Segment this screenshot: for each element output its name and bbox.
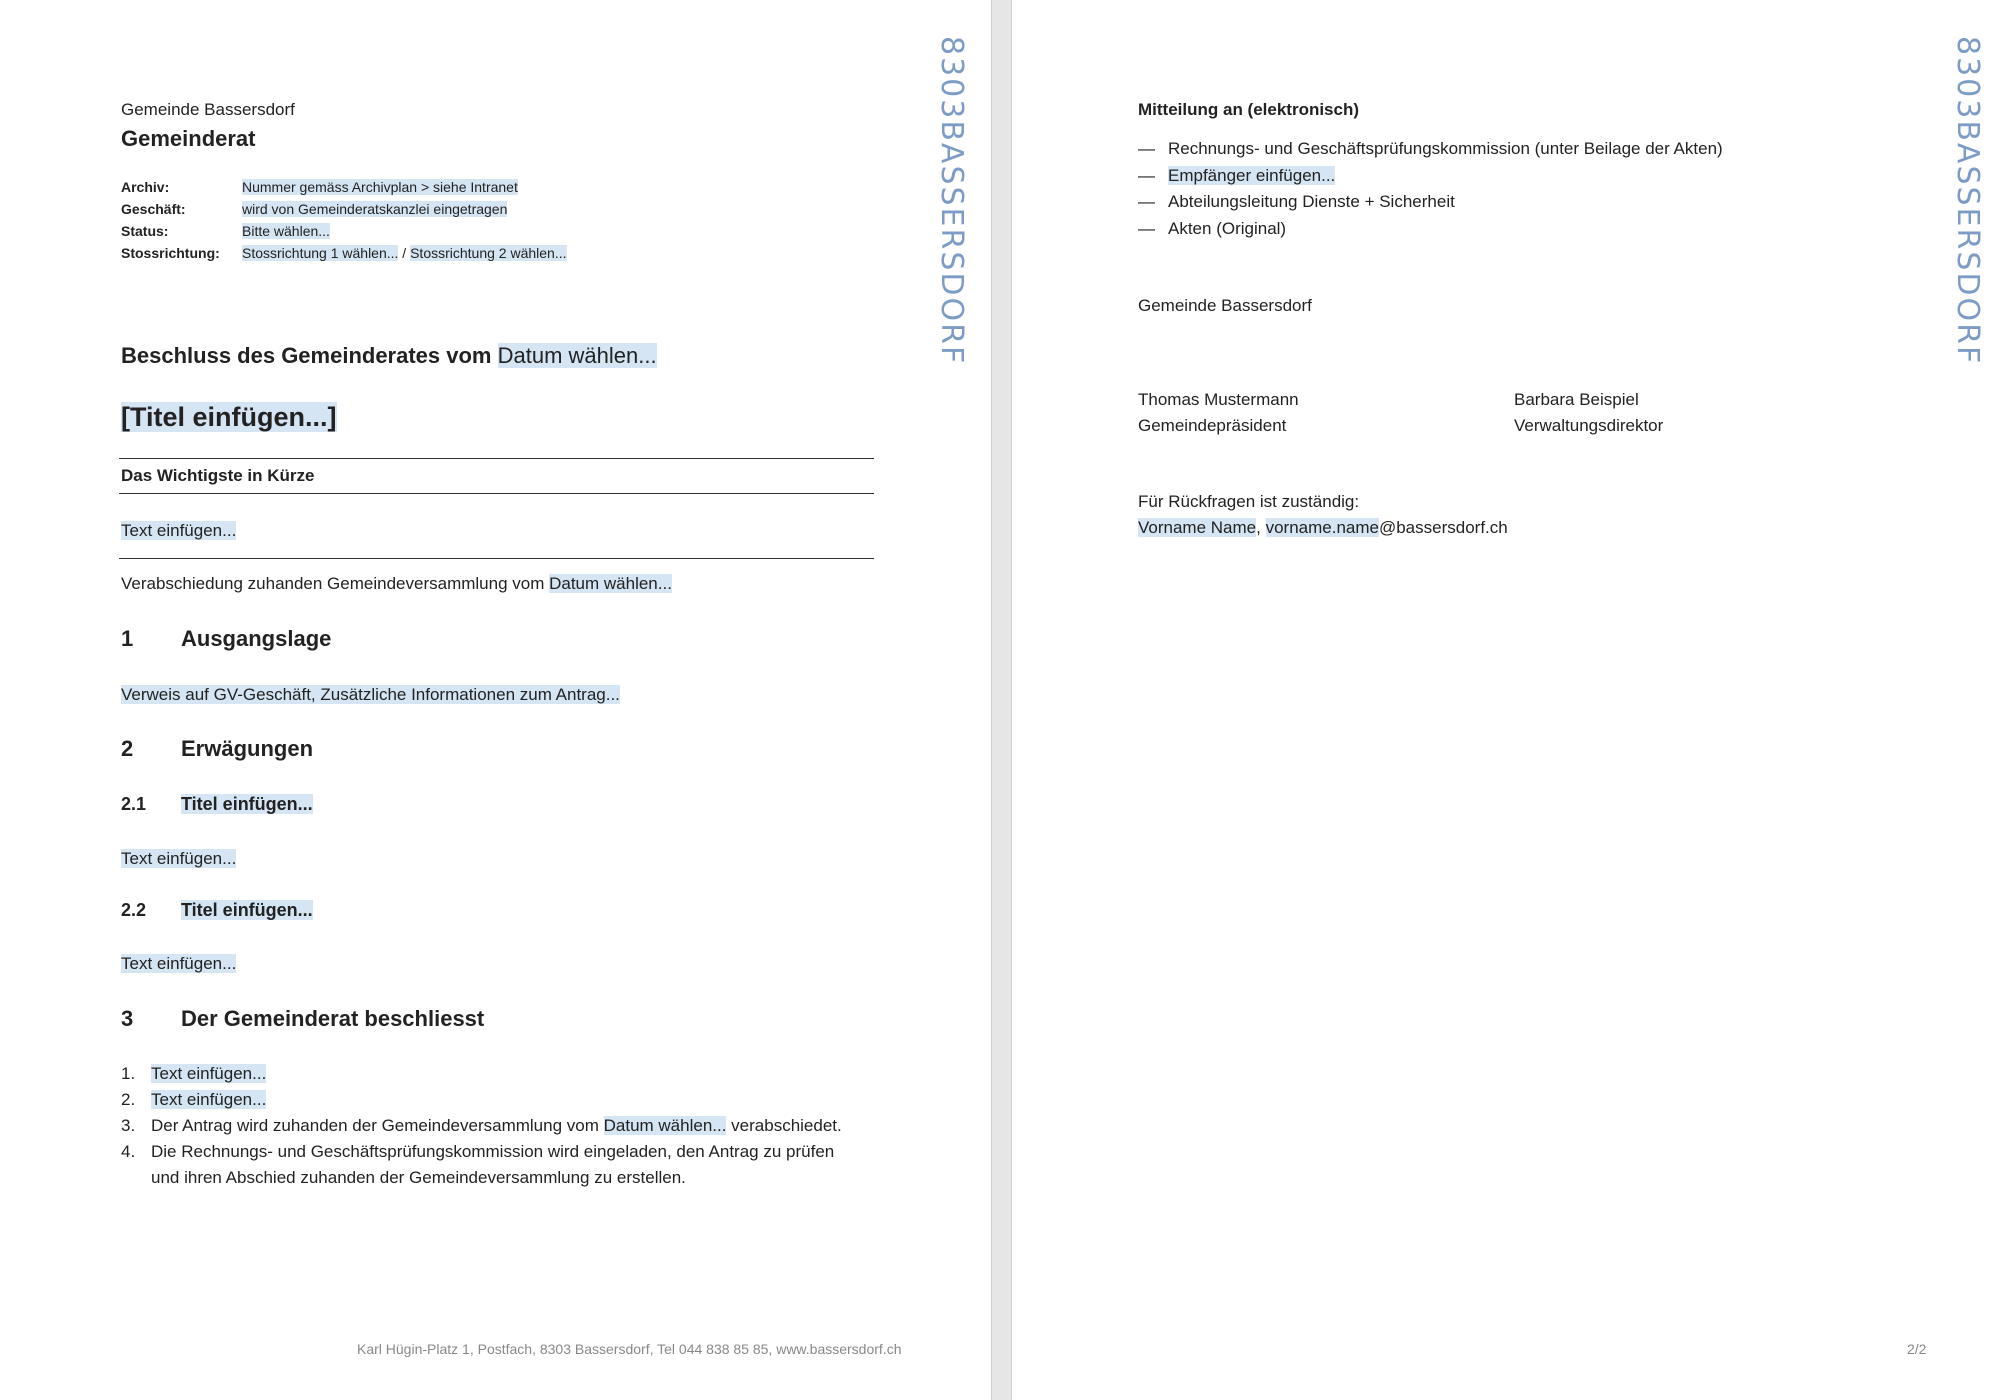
bassersdorf-logo-page-2: 8303BASSERSDORF	[1950, 36, 1985, 366]
section-1-title: Ausgangslage	[181, 626, 332, 651]
section-3-title: Der Gemeinderat beschliesst	[181, 1006, 485, 1031]
assembly-text: Verabschiedung zuhanden Gemeindeversammlung vom	[121, 574, 550, 593]
direction-2-field[interactable]: Stossrichtung 2 wählen...	[410, 245, 567, 261]
signatory-1-role: Gemeindepräsident	[1138, 416, 1287, 435]
contact-separator: ,	[1256, 518, 1266, 537]
distribution-heading: Mitteilung an (elektronisch)	[1138, 100, 1360, 119]
contact-email-domain: @bassersdorf.ch	[1378, 518, 1508, 537]
signatory-1-name: Thomas Mustermann	[1138, 390, 1299, 409]
recipient-item: Rechnungs- und Geschäftsprüfungskommission (unter Beilage der Akten)	[1168, 139, 1723, 158]
section-2-number: 2	[121, 736, 134, 761]
title-field[interactable]: [Titel einfügen...]	[121, 402, 337, 432]
bassersdorf-logo: 8303BASSERSDORF	[934, 36, 969, 366]
document-page-2	[1012, 0, 2000, 1400]
recipient-field[interactable]: Empfänger einfügen...	[1168, 166, 1336, 185]
contact-name-field[interactable]: Vorname Name	[1138, 518, 1257, 537]
org-name: Gemeinde Bassersdorf	[121, 100, 295, 119]
summary-heading: Das Wichtigste in Kürze	[121, 466, 315, 485]
subsection-2-2-number: 2.2	[121, 900, 147, 920]
decision-heading: Beschluss des Gemeinderates vom	[121, 343, 498, 368]
resolution-2-field[interactable]: Text einfügen...	[151, 1090, 267, 1109]
contact-email-user-field[interactable]: vorname.name	[1265, 518, 1379, 537]
distribution-dash: —	[1138, 166, 1155, 185]
page-number: 2/2	[1907, 1341, 1927, 1357]
signatory-2-role: Verwaltungsdirektor	[1514, 416, 1664, 435]
resolution-3-text-end: verabschiedet.	[726, 1116, 842, 1135]
resolution-4-text-line2: und ihren Abschied zuhanden der Gemeindeversammlung zu erstellen.	[151, 1168, 686, 1187]
section-1-text-field[interactable]: Verweis auf GV-Geschäft, Zusätzliche Informationen zum Antrag...	[121, 685, 620, 704]
distribution-dash: —	[1138, 192, 1155, 211]
org-name-page-2: Gemeinde Bassersdorf	[1138, 296, 1312, 315]
direction-1-field[interactable]: Stossrichtung 1 wählen...	[242, 245, 399, 261]
status-field[interactable]: Bitte wählen...	[242, 223, 330, 239]
section-1-number: 1	[121, 626, 134, 651]
summary-top-rule	[119, 458, 874, 459]
distribution-dash: —	[1138, 139, 1155, 158]
resolution-1-number: 1.	[121, 1064, 136, 1083]
archive-label: Archiv:	[121, 179, 170, 195]
subsection-2-2-title-field[interactable]: Titel einfügen...	[181, 900, 313, 920]
resolution-3-date-field[interactable]: Datum wählen...	[603, 1116, 727, 1135]
resolution-3-number: 3.	[121, 1116, 136, 1135]
assembly-date-field[interactable]: Datum wählen...	[549, 574, 672, 593]
decision-date-field[interactable]: Datum wählen...	[497, 343, 657, 368]
subsection-2-1-title-field[interactable]: Titel einfügen...	[181, 794, 313, 814]
signatory-2-name: Barbara Beispiel	[1514, 390, 1639, 409]
resolution-2-number: 2.	[121, 1090, 136, 1109]
business-label: Geschäft:	[121, 201, 186, 217]
resolution-3-text: Der Antrag wird zuhanden der Gemeindeversammlung vom	[151, 1116, 604, 1135]
recipient-item: Akten (Original)	[1168, 219, 1287, 238]
resolution-4-number: 4.	[121, 1142, 136, 1161]
council-name: Gemeinderat	[121, 126, 256, 151]
summary-bottom-rule	[119, 558, 874, 559]
direction-label: Stossrichtung:	[121, 245, 220, 261]
resolution-4-text-line1: Die Rechnungs- und Geschäftsprüfungskommission wird eingeladen, den Antrag zu prüfen	[151, 1142, 835, 1161]
distribution-dash: —	[1138, 219, 1155, 238]
archive-field[interactable]: Nummer gemäss Archivplan > siehe Intranet	[242, 179, 518, 195]
subsection-2-1-number: 2.1	[121, 794, 147, 814]
resolution-1-field[interactable]: Text einfügen...	[151, 1064, 267, 1083]
summary-mid-rule	[119, 493, 874, 494]
status-label: Status:	[121, 223, 169, 239]
recipient-item: Abteilungsleitung Dienste + Sicherheit	[1168, 192, 1455, 211]
subsection-2-1-text-field[interactable]: Text einfügen...	[121, 849, 237, 868]
contact-label: Für Rückfragen ist zuständig:	[1138, 492, 1360, 511]
page-gutter	[991, 0, 1012, 1400]
business-field[interactable]: wird von Gemeinderatskanzlei eingetragen	[242, 201, 508, 217]
section-2-title: Erwägungen	[181, 736, 314, 761]
subsection-2-2-text-field[interactable]: Text einfügen...	[121, 954, 237, 973]
section-3-number: 3	[121, 1006, 134, 1031]
direction-separator: /	[398, 245, 411, 261]
summary-text-field[interactable]: Text einfügen...	[121, 521, 237, 540]
page-footer: Karl Hügin-Platz 1, Postfach, 8303 Bassersdorf, Tel 044 838 85 85, www.bassersdorf.ch	[357, 1341, 902, 1357]
document-page-1	[0, 0, 991, 1400]
